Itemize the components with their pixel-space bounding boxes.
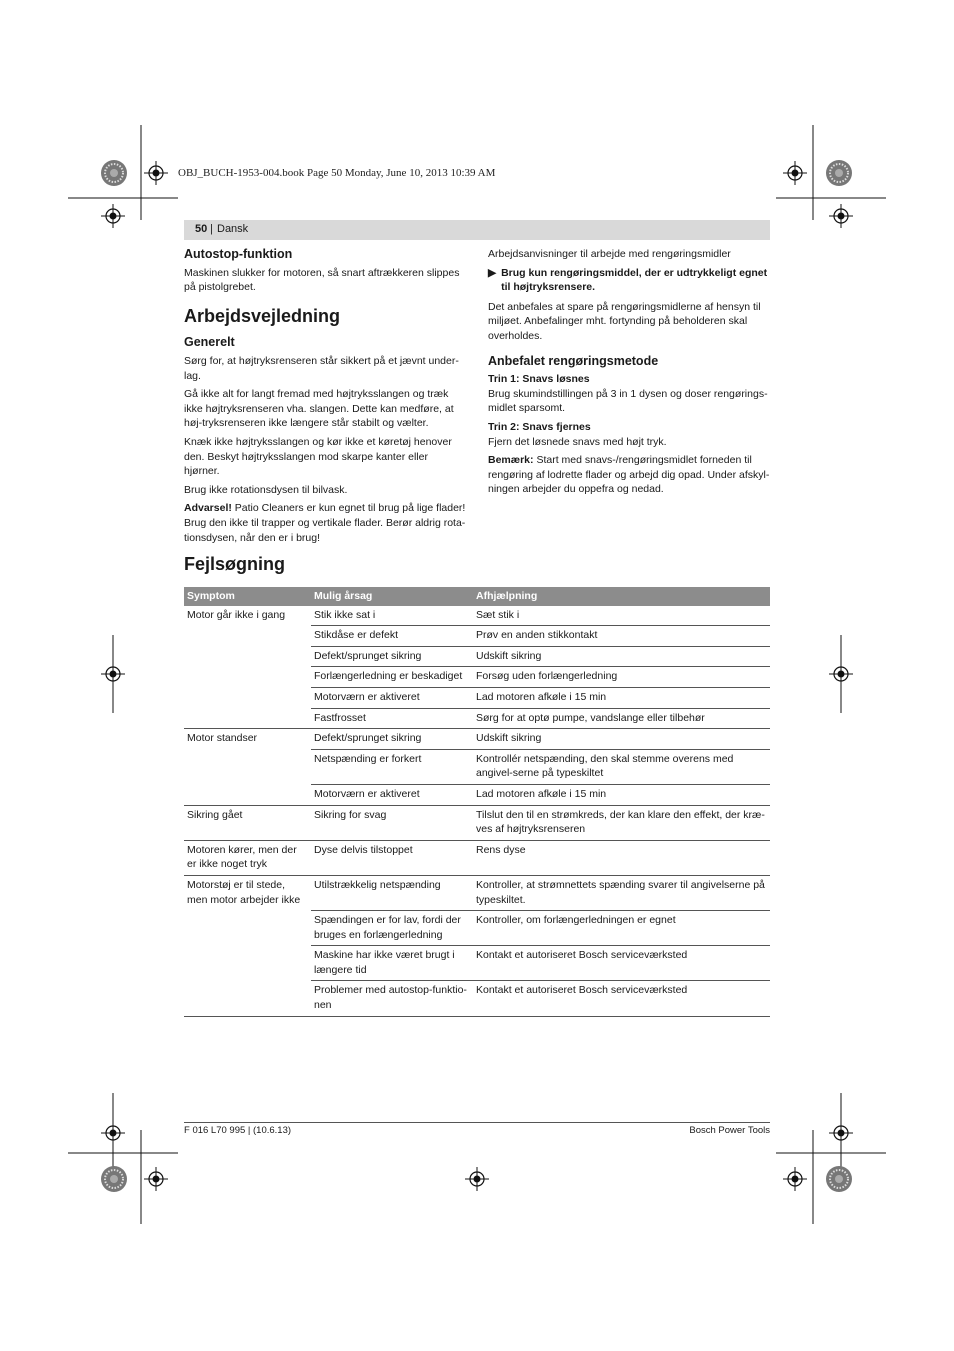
note-paragraph — [488, 453, 770, 497]
cause-cell: Motorværn er aktiveret — [311, 784, 473, 805]
page-number: 50 — [195, 223, 208, 235]
note-text: Start med snavs-/rengøringsmidlet forneden til rengøring af lodrette flader og arbejd dig opad. Under afskyl-ningen arbejder du oppefra og nedad. — [488, 454, 770, 496]
table-row — [184, 805, 770, 840]
header-separator: | — [210, 223, 213, 235]
cause-cell: Fastfrosset — [311, 708, 473, 729]
table-row — [184, 606, 770, 626]
step1-text: Brug skumindstillingen på 3 in 1 dysen og doser rengørings-midlet sparsomt. — [488, 387, 768, 415]
header-language: Dansk — [217, 223, 249, 235]
remedy-cell: Udskift sikring — [473, 646, 770, 667]
symptom-cell: Motor standser — [184, 729, 311, 805]
table-row — [184, 729, 770, 750]
symptom-cell: Motoren kører, men der er ikke noget tryk — [184, 840, 311, 875]
cause-cell: Problemer med autostop-funktio-nen — [311, 981, 473, 1016]
paragraph: Brug ikke rotationsdysen til bilvask. — [184, 483, 348, 496]
step2-heading: Trin 2: Snavs fjernes — [488, 420, 591, 433]
section-title-fejlsogning: Fejlsøgning — [184, 554, 285, 574]
remedy-cell: Kontrollér netspænding, den skal stemme overens med angivel-serne på typeskiltet — [473, 749, 770, 784]
column-header-cause: Mulig årsag — [311, 587, 473, 606]
warning-label: Advarsel! — [184, 502, 232, 515]
cause-cell: Motorværn er aktiveret — [311, 687, 473, 708]
cause-cell: Utilstrækkelig netspænding — [311, 875, 473, 910]
remedy-cell: Sæt stik i — [473, 606, 770, 626]
table-header-row — [184, 587, 770, 606]
page-header-bar — [184, 220, 770, 240]
cause-cell: Dyse delvis tilstoppet — [311, 840, 473, 875]
bullet-arrow-icon: ▶ — [488, 266, 497, 279]
warning-paragraph — [184, 501, 466, 545]
paragraph: Sørg for, at højtryksrenseren står sikkert på et jævnt under-lag. — [184, 354, 459, 382]
troubleshooting-table — [184, 587, 770, 1017]
remedy-cell: Prøv en anden stikkontakt — [473, 626, 770, 647]
symptom-cell: Sikring gået — [184, 805, 311, 840]
left-column — [184, 247, 466, 549]
cause-cell: Spændingen er for lav, fordi der bruges en forlængerledning — [311, 911, 473, 946]
paragraph: Knæk ikke højtryksslangen og kør ikke et køretøj henover den. Beskyt højtryksslangen mod skarpe kanter eller hjørner. — [184, 435, 452, 478]
bullet-text: Brug kun rengøringsmiddel, der er udtrykkeligt egnet til højtryksrensere. — [501, 266, 768, 294]
footer-brand: Bosch Power Tools — [689, 1125, 770, 1136]
cause-cell: Netspænding er forkert — [311, 749, 473, 784]
symptom-cell: Motorstøj er til stede, men motor arbejder ikke — [184, 875, 311, 1016]
section-title-arbejdsvejledning: Arbejdsvejledning — [184, 305, 341, 326]
autostop-text: Maskinen slukker for motoren, så snart aftrækkeren slippes på pistolgrebet. — [184, 266, 460, 294]
column-header-symptom: Symptom — [184, 587, 311, 606]
cause-cell: Defekt/sprunget sikring — [311, 729, 473, 750]
remedy-cell: Kontroller, at strømnettets spænding svarer til angivelserne på typeskiltet. — [473, 875, 770, 910]
cause-cell: Forlængerledning er beskadiget — [311, 667, 473, 688]
cause-cell: Maskine har ikke været brugt i længere tid — [311, 946, 473, 981]
paragraph: Det anbefales at spare på rengøringsmidlerne af hensyn til miljøet. Anbefalinger mht. fortynding på beholderen skal overholdes. — [488, 300, 761, 342]
bullet-item — [488, 266, 770, 295]
remedy-cell: Kontakt et autoriseret Bosch serviceværksted — [473, 981, 770, 1016]
remedy-cell: Kontroller, om forlængerledningen er egnet — [473, 911, 770, 946]
column-header-remedy: Afhjælpning — [473, 587, 770, 606]
right-column — [488, 247, 770, 501]
table-row — [184, 875, 770, 910]
remedy-cell: Lad motoren afkøle i 15 min — [473, 784, 770, 805]
intro-text: Arbejdsanvisninger til arbejde med rengøringsmidler — [488, 248, 731, 260]
remedy-cell: Rens dyse — [473, 840, 770, 875]
step2-text: Fjern det løsnede snavs med højt tryk. — [488, 435, 667, 448]
symptom-cell: Motor går ikke i gang — [184, 606, 311, 729]
remedy-cell: Forsøg uden forlængerledning — [473, 667, 770, 688]
remedy-cell: Udskift sikring — [473, 729, 770, 750]
remedy-cell: Sørg for at optø pumpe, vandslange eller tilbehør — [473, 708, 770, 729]
step1-heading: Trin 1: Snavs løsnes — [488, 373, 590, 386]
remedy-cell: Lad motoren afkøle i 15 min — [473, 687, 770, 708]
book-info-line: OBJ_BUCH-1953-004.book Page 50 Monday, June 10, 2013 10:39 AM — [178, 167, 496, 179]
cause-cell: Defekt/sprunget sikring — [311, 646, 473, 667]
footer-rule — [184, 1122, 770, 1123]
cause-cell: Sikring for svag — [311, 805, 473, 840]
remedy-cell: Kontakt et autoriseret Bosch serviceværksted — [473, 946, 770, 981]
cause-cell: Stikdåse er defekt — [311, 626, 473, 647]
method-heading: Anbefalet rengøringsmetode — [488, 353, 659, 368]
generelt-heading: Generelt — [184, 335, 235, 350]
table-row — [184, 840, 770, 875]
footer-doc-code: F 016 L70 995 | (10.6.13) — [184, 1125, 292, 1136]
autostop-heading: Autostop-funktion — [184, 247, 293, 261]
note-label: Bemærk: — [488, 454, 534, 467]
paragraph: Gå ikke alt for langt fremad med højtryksslangen og træk ikke højtryksrenseren vha. slangen. Dette kan medføre, at høj-tryksrenseren ikke længere står stabilt og vælter. — [184, 388, 454, 430]
warning-text: Patio Cleaners er kun egnet til brug på lige flader! Brug den ikke til trapper og vertikale flader. Berør aldrig rota-tionsdysen, når den er i brug! — [184, 502, 466, 544]
cause-cell: Stik ikke sat i — [311, 606, 473, 626]
remedy-cell: Tilslut den til en strømkreds, der kan klare den effekt, der kræ-ves af højtryksrenseren — [473, 805, 770, 840]
